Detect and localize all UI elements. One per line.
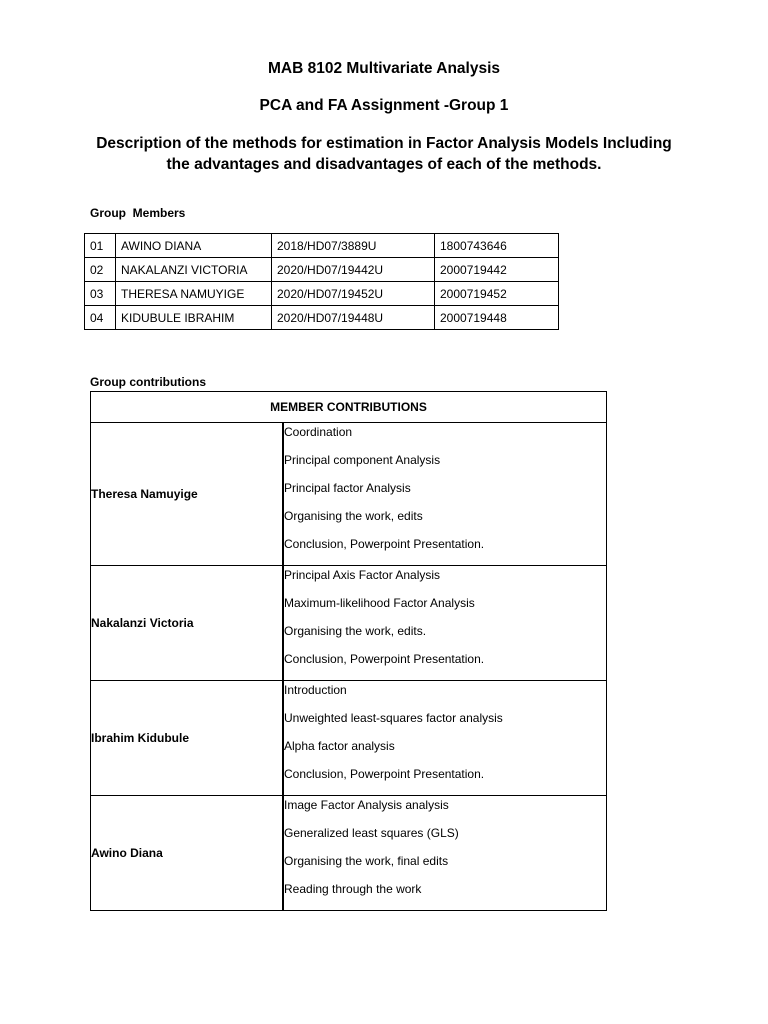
member-registration-number: 2020/HD07/19442U bbox=[272, 258, 435, 282]
contributor-tasks bbox=[283, 423, 607, 566]
contributor-name: Ibrahim Kidubule bbox=[91, 681, 284, 796]
contributor-tasks bbox=[283, 796, 607, 911]
task-item: Principal Axis Factor Analysis bbox=[284, 568, 441, 582]
task-item: Reading through the work bbox=[284, 882, 422, 896]
description-line-1: Description of the methods for estimation in Factor Analysis Models Including bbox=[96, 135, 672, 152]
member-number: 02 bbox=[85, 258, 116, 282]
table-row bbox=[85, 258, 559, 282]
group-members-table bbox=[84, 233, 559, 330]
group-members-label-suffix: Members bbox=[132, 206, 186, 220]
description-line-2: the advantages and disadvantages of each of the methods. bbox=[166, 156, 602, 173]
contribution-row bbox=[91, 681, 607, 796]
group-members-label-prefix: Group bbox=[90, 206, 126, 220]
task-item: Organising the work, edits bbox=[284, 509, 423, 523]
task-item: Introduction bbox=[284, 683, 347, 697]
member-registration-number: 2020/HD07/19452U bbox=[272, 282, 435, 306]
table-row bbox=[85, 234, 559, 258]
task-item: Maximum-likelihood Factor Analysis bbox=[284, 596, 475, 610]
table-row bbox=[85, 282, 559, 306]
member-student-number: 1800743646 bbox=[435, 234, 559, 258]
member-name: NAKALANZI VICTORIA bbox=[116, 258, 272, 282]
assignment-description bbox=[0, 133, 768, 175]
member-contributions-table bbox=[90, 391, 607, 911]
task-item: Alpha factor analysis bbox=[284, 739, 395, 753]
task-item: Principal component Analysis bbox=[284, 453, 441, 467]
task-item: Image Factor Analysis analysis bbox=[284, 798, 449, 812]
task-item: Conclusion, Powerpoint Presentation. bbox=[284, 767, 485, 781]
contributor-tasks bbox=[283, 681, 607, 796]
group-contributions-label: Group contributions bbox=[90, 375, 206, 389]
task-item: Generalized least squares (GLS) bbox=[284, 826, 459, 840]
task-item: Conclusion, Powerpoint Presentation. bbox=[284, 537, 485, 551]
member-name: AWINO DIANA bbox=[116, 234, 272, 258]
contribution-row bbox=[91, 566, 607, 681]
assignment-title: PCA and FA Assignment -Group 1 bbox=[259, 97, 509, 114]
group-members-label bbox=[90, 206, 185, 220]
contribution-row bbox=[91, 423, 607, 566]
contributor-tasks bbox=[283, 566, 607, 681]
task-item: Organising the work, edits. bbox=[284, 624, 427, 638]
member-number: 03 bbox=[85, 282, 116, 306]
contribution-row bbox=[91, 796, 607, 911]
contributor-name: Nakalanzi Victoria bbox=[91, 566, 284, 681]
task-item: Organising the work, final edits bbox=[284, 854, 449, 868]
contributor-name: Awino Diana bbox=[91, 796, 284, 911]
task-item: Principal factor Analysis bbox=[284, 481, 411, 495]
member-registration-number: 2020/HD07/19448U bbox=[272, 306, 435, 330]
task-item: Unweighted least-squares factor analysis bbox=[284, 711, 503, 725]
task-item: Coordination bbox=[284, 425, 353, 439]
member-registration-number: 2018/HD07/3889U bbox=[272, 234, 435, 258]
member-name: KIDUBULE IBRAHIM bbox=[116, 306, 272, 330]
member-student-number: 2000719448 bbox=[435, 306, 559, 330]
member-name: THERESA NAMUYIGE bbox=[116, 282, 272, 306]
table-row bbox=[85, 306, 559, 330]
member-number: 01 bbox=[85, 234, 116, 258]
member-number: 04 bbox=[85, 306, 116, 330]
task-item: Conclusion, Powerpoint Presentation. bbox=[284, 652, 485, 666]
member-student-number: 2000719442 bbox=[435, 258, 559, 282]
member-student-number: 2000719452 bbox=[435, 282, 559, 306]
contributor-name: Theresa Namuyige bbox=[91, 423, 284, 566]
contributions-table-header: MEMBER CONTRIBUTIONS bbox=[91, 392, 607, 423]
course-title: MAB 8102 Multivariate Analysis bbox=[267, 60, 500, 77]
